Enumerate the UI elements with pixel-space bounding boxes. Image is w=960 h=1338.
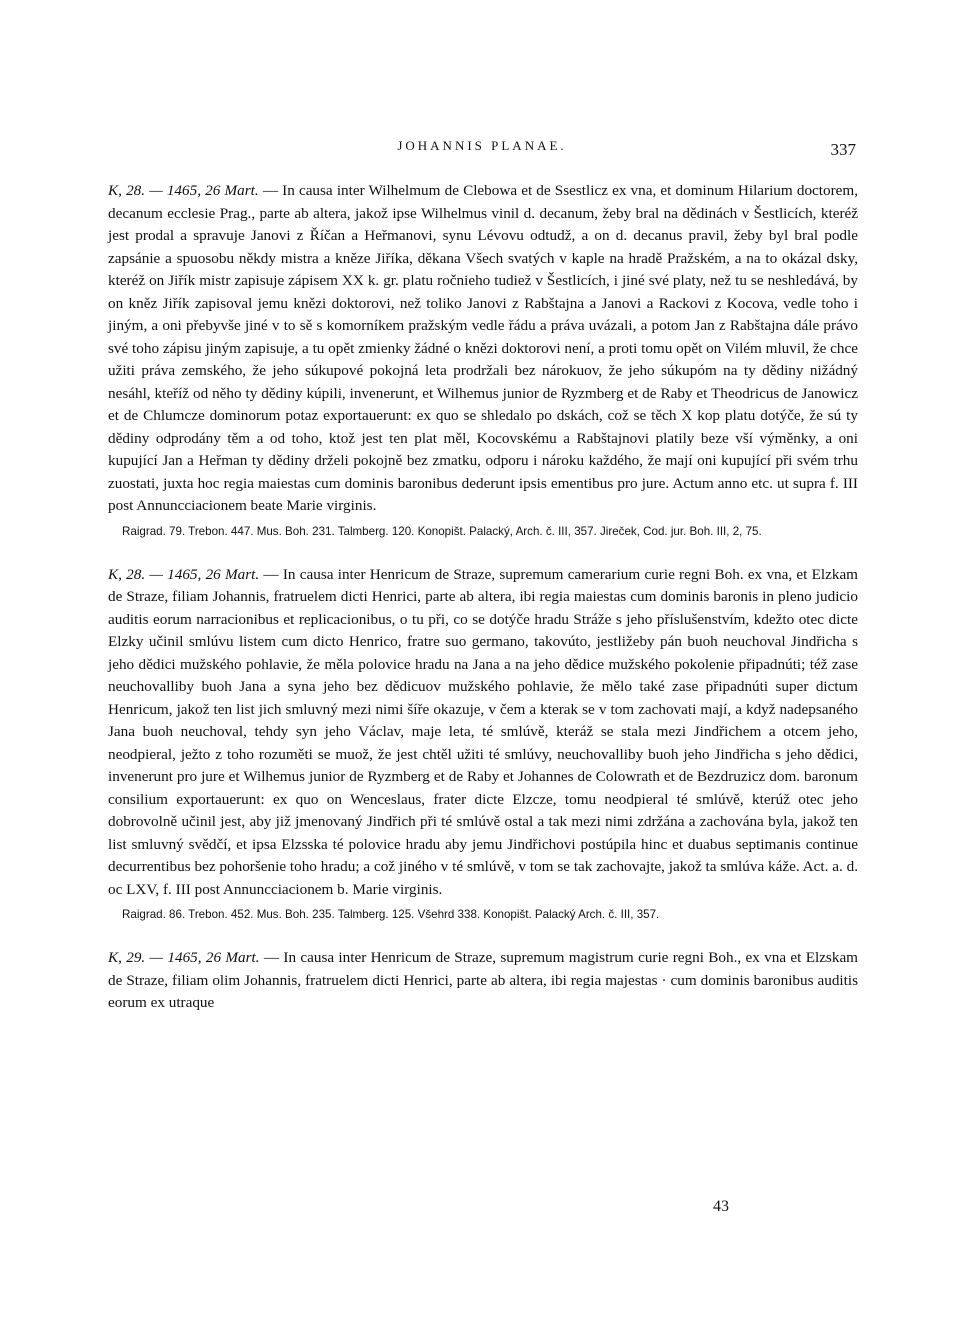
signature-mark: 43: [713, 1198, 729, 1215]
entry-sources: Raigrad. 86. Trebon. 452. Mus. Boh. 235. Talmberg. 125. Všehrd 338. Konopišt. Palacký Arch. č. III, 357.: [122, 908, 660, 921]
entry-text: — In causa inter Henricum de Straze, supremum magistrum curie regni Boh., ex vna et Elzskam de Straze, filiam olim Johannis, fratruelem dicti Henrici, parte ab altera, ibi regia majestas · cum dominis baronibus auditis eorum ex utraque: [108, 949, 858, 1011]
entry-text: — In causa inter Wilhelmum de Clebowa et de Ssestlicz ex vna, et dominum Hilarium doctorem, decanum ecclesie Prag., parte ab altera, jakož ipse Wilhelmus vinil d. decanum, žeby bral na dědinách v Šestlicích, kteréž jest prodal a spravuje Janovi z Říčan a Heřmanovi, synu Lévovu odtudž, a on d. decanus pravil, žeby byl bral podle zapsánie a spuosobu někdy mistra a kněze Jiříka, děkana Všech svatých v kaple na hradě Pražském, a na to okázal dsky, kteréž on Jiřík mistr zapisuje zápisem XX k. gr. platu ročnieho tudiež v Šestlicích, i jiné své platy, než tu se neshledává, by on kněz Jiřík zapisoval jemu knězi doktorovi, než toliko Janovi z Rabštajna a Janovi a Rackovi z Kocova, vedle toho i jiným, a oni přebyvše jiné v to sě s komorníkem pražským vedle řádu a práva uvázali, a potom Jan z Rabštajna dále právo své toho zápisu jiným zapisuje, a tu opět zmienky žádné o knězi doktorovi není, a proti tomu opět on Vilém mluvil, že chce užiti práva zemského, že jeho súkupové pokojná leta prodržali bez nárokuov, že jeho súkupóm na ty dědiny nižádný nesáhl, kteříž od něho ty dědiny kúpili, invenerunt, et Wilhemus junior de Ryzmberg et de Raby et Theodricus de Janowicz et de Chlumcze dominorum potaz exportauerunt: ex quo se shledalo po dskách, což se těch X kop platu dotýče, že sú ty dědiny odprodány těm a od toho, ktož jest ten plat měl, Kocovskému a Rabštajnovi platily beze vší výměnky, a oni kupující Jan a Heřman ty dědiny drželi pokojně bez zmatku, odporu i nároku každého, že mají oni kupující při svém trhu zuostati, juxta hoc regia maiestas cum dominis baronibus dederunt ipsis ementibus pro jure. Actum anno etc. ut supra f. III post Annuncciacionem beate Marie virginis.: [108, 182, 859, 514]
entry-3: [108, 947, 858, 1015]
page-header: [108, 138, 856, 168]
entry-body: [108, 180, 858, 518]
running-title: JOHANNIS PLANAE.: [397, 138, 567, 153]
entry-heading: K, 29. — 1465, 26 Mart.: [108, 949, 260, 966]
entry-2: [108, 564, 858, 926]
entries: [108, 180, 858, 1037]
entry-1: [108, 180, 858, 542]
entry-body: [108, 564, 858, 902]
entry-body: [108, 947, 858, 1015]
page-number: 337: [830, 140, 856, 159]
entry-sources: Raigrad. 79. Trebon. 447. Mus. Boh. 231. Talmberg. 120. Konopišt. Palacký, Arch. č. III, 357. Jireček, Cod. jur. Boh. III, 2, 75.: [122, 524, 762, 538]
entry-heading: K, 28. — 1465, 26 Mart.: [108, 565, 260, 583]
entry-heading: K, 28. — 1465, 26 Mart.: [108, 182, 259, 199]
entry-text: — In causa inter Henricum de Straze, supremum camerarium curie regni Boh. ex vna, et Elzkam de Straze, filiam Johannis, fratruelem dicti Henrici, parte ab altera, ibi regia maiestas cum dominis baronis in pleno judicio auditis eorum narracionibus et replicacionibus, o tu při, co se dotýče hradu Stráže s jeho příslušenstvím, kdežto otec dicte Elzky učinil smlúvu listem cum dicto Henrico, fratre suo germano, takovúto, jestližeby pán buoh neuchoval Jindřicha s jeho dědici mužského pohlavie, že měla polovice hradu na Jana a na jeho dědice mužského pokolenie připadnúti; též zase neuchovalliby buoh Jana a syna jeho bez dědicuov mužského pohlavie, že mělo také zase připadnúti super dictum Henricum, jakož ten list jich smluvný mezi nimi šíře okazuje, v čem a kterak se v tom zachovati mají, a když nadepsaného Jana buoh neuchoval, tehdy syn jeho Václav, maje leta, té smlúvě, kteráž se stala mezi Jindřichem a otcem jeho, neodpieral, ježto z toho rozuměti se muož, že jest chtěl užiti té smlúvy, neuchovalliby buoh jeho Jindřicha s jeho dědici, invenerunt pro jure et Wilhemus junior de Ryzmberg et de Raby et Johannes de Colowrath et de Bezdruzicz dom. baronum consilium exportauerunt: ex quo on Wenceslaus, frater dicte Elzcze, tomu neodpieral té smlúvě, kterúž otec jeho dobrovolně učinil jest, aby již jmenovaný Jindřich při té smlúvě ostal a tak mezi nimi zdržána a zachována byla, jakož ten list smluvný svědčí, et ipsa Elzsska té polovice hradu aby jemu Jindřichovi postúpila hinc et duabus septimanis continue decurrentibus bez pohoršenie toho hradu; a což jiného v té smlúvě, v tom se tak zachovajte, jakož ta smlúva káže. Act. a. d. oc LXV, f. III post Annuncciacionem b. Marie virginis.: [108, 565, 858, 898]
